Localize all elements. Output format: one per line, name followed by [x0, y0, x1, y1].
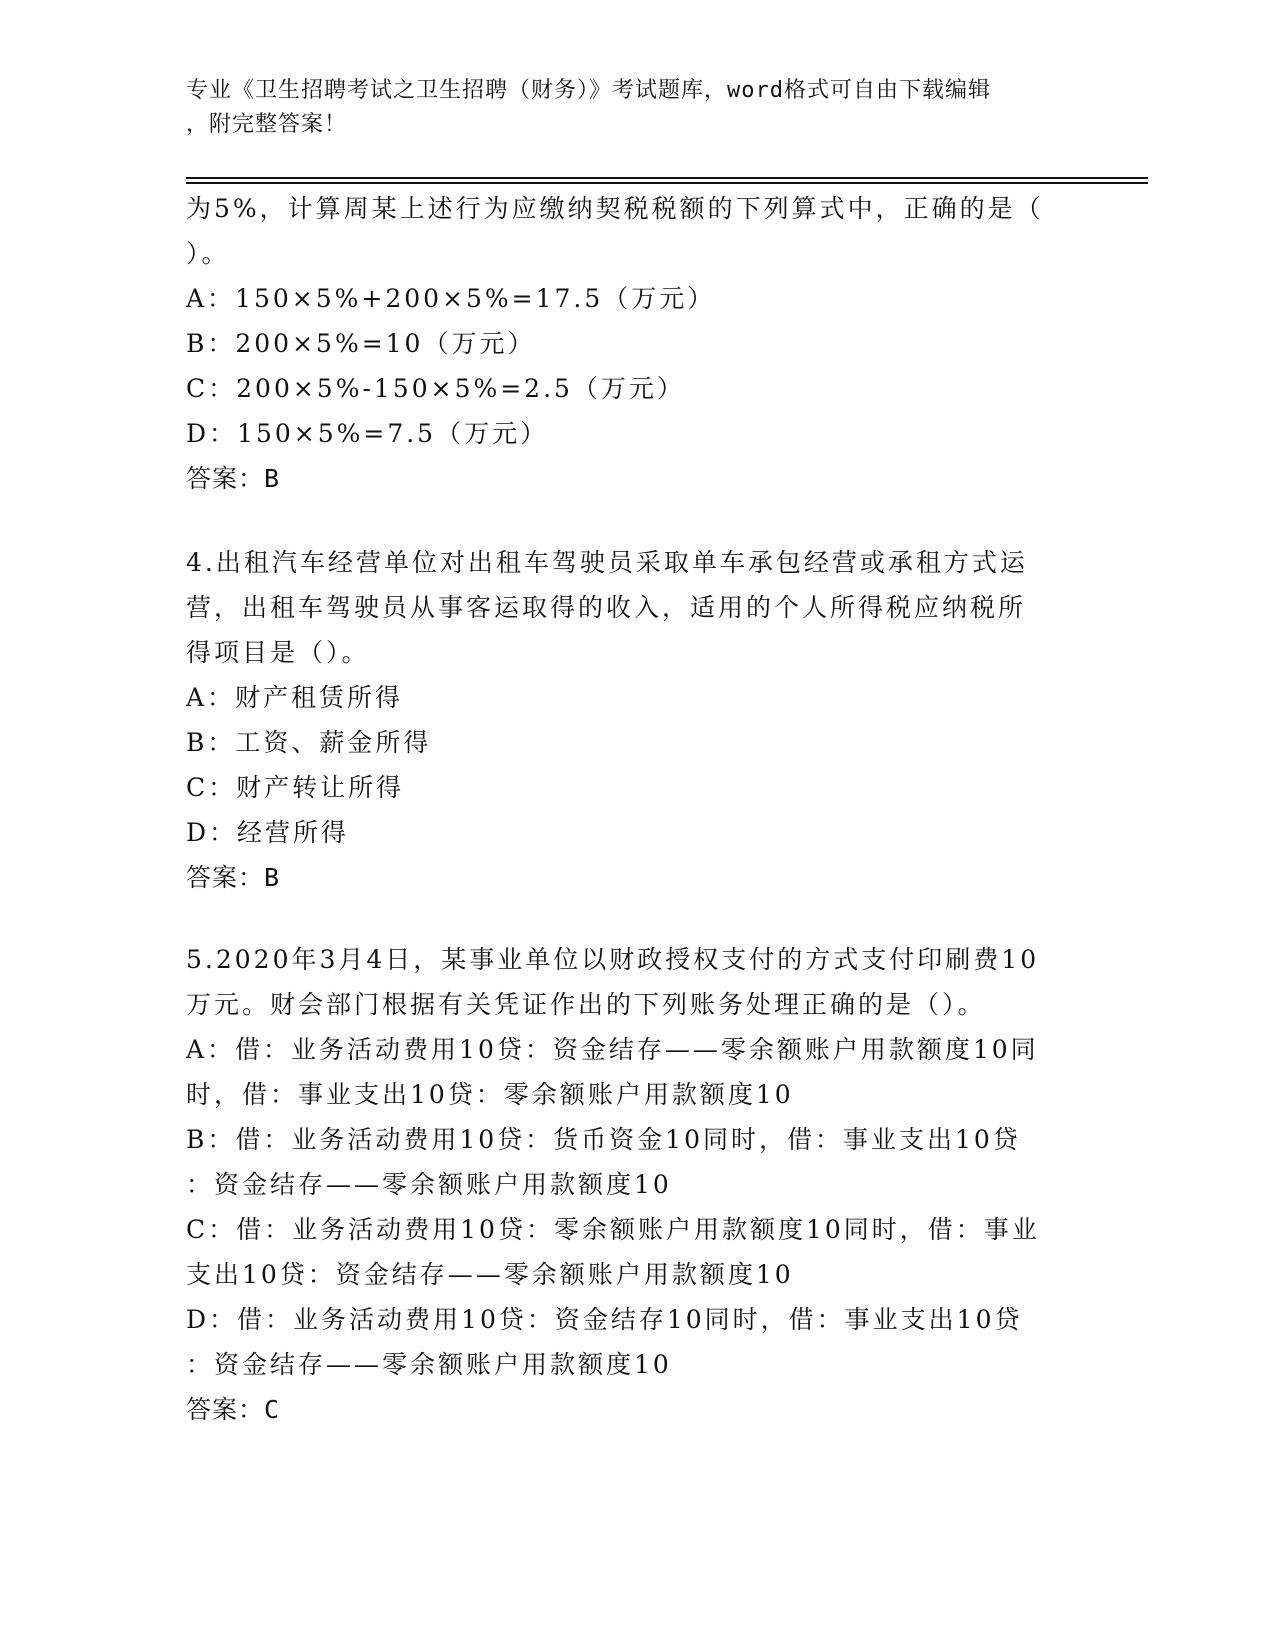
question-3-option-b: B：200×5%=10（万元）	[186, 329, 536, 358]
question-5	[186, 937, 1086, 1432]
question-5-option-a-line-2: 时，借：事业支出10贷：零余额账户用款额度10	[186, 1080, 794, 1109]
question-4-option-c: C：财产转让所得	[186, 773, 405, 802]
header-rule-bottom	[186, 182, 1148, 184]
question-4	[186, 540, 1086, 900]
header-line-2: ，附完整答案！	[186, 112, 348, 137]
question-3	[186, 186, 1086, 501]
question-4-option-b: B：工资、薪金所得	[186, 728, 432, 757]
question-5-stem-line-2: 万元。财会部门根据有关凭证作出的下列账务处理正确的是（）。	[186, 990, 986, 1019]
document-header	[186, 74, 1066, 142]
question-3-stem-line-2: ）。	[186, 239, 230, 268]
header-line-1: 专业《卫生招聘考试之卫生招聘（财务）》考试题库，word格式可自由下载编辑	[186, 78, 991, 103]
question-4-option-d: D：经营所得	[186, 818, 350, 847]
question-3-answer: 答案：B	[186, 464, 281, 493]
question-3-option-a: A：150×5%+200×5%=17.5（万元）	[186, 284, 716, 313]
question-5-answer: 答案：C	[186, 1395, 281, 1424]
question-5-option-d-line-1: D：借：业务活动费用10贷：资金结存10同时，借：事业支出10贷	[186, 1305, 1023, 1334]
question-4-stem-line-1: 4.出租汽车经营单位对出租车驾驶员采取单车承包经营或承租方式运	[186, 548, 1028, 577]
question-5-option-b-line-2: ：资金结存——零余额账户用款额度10	[186, 1170, 672, 1199]
header-rule-top	[186, 177, 1148, 179]
question-5-option-b-line-1: B：借：业务活动费用10贷：货币资金10同时，借：事业支出10贷	[186, 1125, 1021, 1154]
question-3-option-d: D：150×5%=7.5（万元）	[186, 419, 549, 448]
question-5-option-a-line-1: A：借：业务活动费用10贷：资金结存——零余额账户用款额度10同	[186, 1035, 1039, 1064]
question-4-stem-line-2: 营，出租车驾驶员从事客运取得的收入，适用的个人所得税应纳税所	[186, 593, 1027, 622]
question-5-option-d-line-2: ：资金结存——零余额账户用款额度10	[186, 1350, 672, 1379]
question-3-stem-line-1: 为5%，计算周某上述行为应缴纳契税税额的下列算式中，正确的是（	[186, 194, 1044, 223]
question-4-option-a: A：财产租赁所得	[186, 683, 404, 712]
question-4-answer: 答案：B	[186, 863, 281, 892]
question-5-option-c-line-2: 支出10贷：资金结存——零余额账户用款额度10	[186, 1260, 794, 1289]
question-3-option-c: C：200×5%-150×5%=2.5（万元）	[186, 374, 685, 403]
question-5-option-c-line-1: C：借：业务活动费用10贷：零余额账户用款额度10同时，借：事业	[186, 1215, 1040, 1244]
question-5-stem-line-1: 5.2020年3月4日，某事业单位以财政授权支付的方式支付印刷费10	[186, 945, 1040, 974]
question-4-stem-line-3: 得项目是（）。	[186, 638, 370, 667]
